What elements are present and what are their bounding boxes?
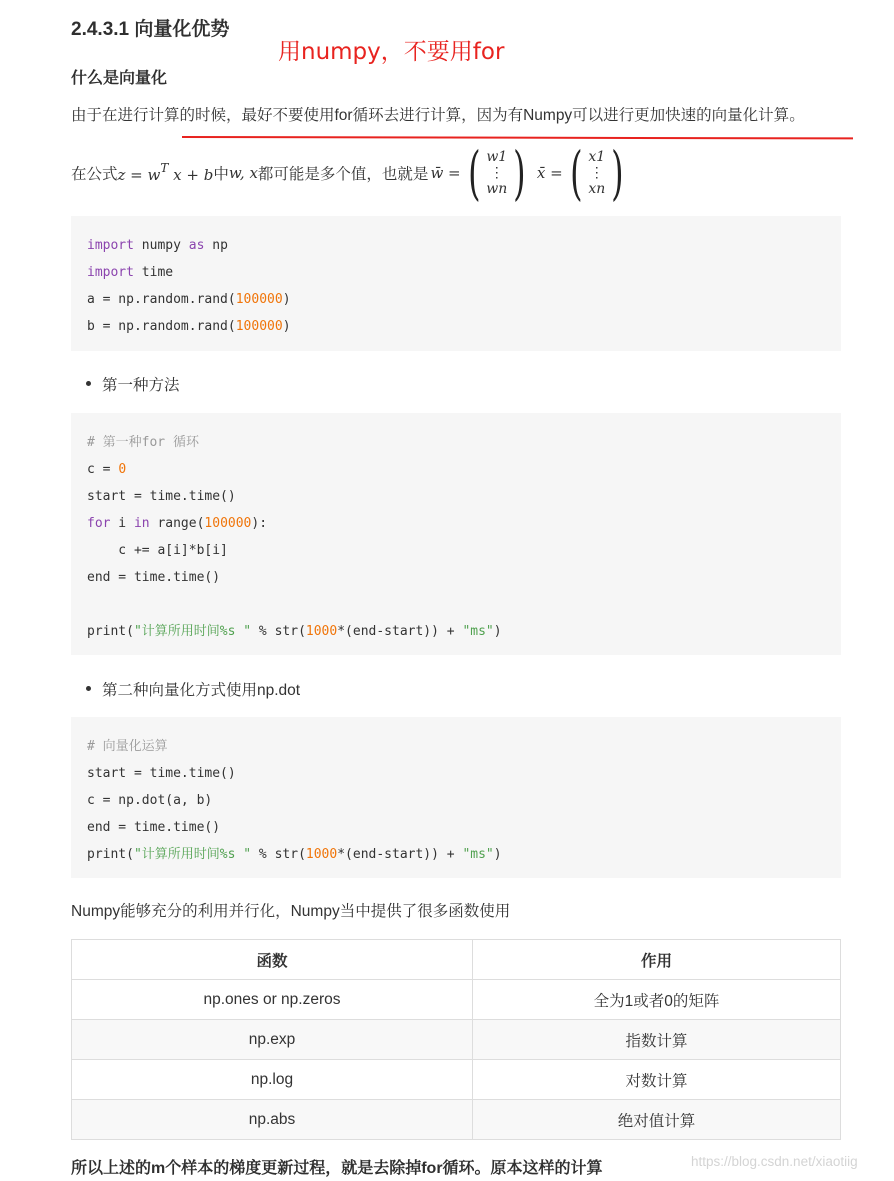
handwritten-annotation: 用numpy，不要用for xyxy=(278,39,505,65)
table-row xyxy=(72,1060,841,1100)
numpy-functions-table xyxy=(71,939,841,1140)
formula-suffix: 都可能是多个值，也就是 xyxy=(257,166,429,183)
code-line: print("计算所用时间%s " % str(1000*(end-start)) + "ms") xyxy=(87,624,502,639)
code-line: b = np.random.rand(100000) xyxy=(87,319,291,334)
code-line: c = np.dot(a, b) xyxy=(87,793,213,808)
code-block-for-loop xyxy=(71,413,841,655)
code-line: # 第一种for 循环 xyxy=(87,435,199,450)
formula-line xyxy=(71,140,631,206)
table-header-row xyxy=(72,940,841,980)
bullet-item-first-method: 第一种方法 xyxy=(86,373,180,395)
code-line: print("计算所用时间%s " % str(1000*(end-start)) + "ms") xyxy=(87,847,502,862)
final-paragraph: 所以上述的m个样本的梯度更新过程，就是去除掉for循环。原本这样的计算 xyxy=(71,1160,603,1177)
w-vector: ( w1 ⋮ wn ) xyxy=(467,139,526,207)
x-bar-label: x̄ = xyxy=(536,164,563,182)
formula-vars: w, x xyxy=(228,164,258,182)
table-cell-purpose: 绝对值计算 xyxy=(473,1100,841,1140)
code-line: # 向量化运算 xyxy=(87,739,168,754)
code-line: start = time.time() xyxy=(87,766,236,781)
x-vector-bottom: xn xyxy=(588,180,606,197)
numpy-paragraph: Numpy能够充分的利用并行化，Numpy当中提供了很多函数使用 xyxy=(71,903,511,920)
w-vector-top: w1 xyxy=(486,148,508,165)
table-cell-function: np.exp xyxy=(72,1020,473,1060)
intro-paragraph: 由于在进行计算的时候，最好不要使用for循环去进行计算，因为有Numpy可以进行更加快速的向量化计算。 xyxy=(71,107,805,124)
watermark: https://blog.csdn.net/xiaotiig xyxy=(691,1154,858,1169)
bullet-dot-icon xyxy=(86,381,91,386)
formula-middle: 中 xyxy=(213,166,229,183)
table-cell-purpose: 指数计算 xyxy=(473,1020,841,1060)
formula-prefix: 在公式 xyxy=(71,166,118,183)
w-bar-label: w̄ = xyxy=(430,164,461,182)
table-cell-purpose: 对数计算 xyxy=(473,1060,841,1100)
subsection-title: 什么是向量化 xyxy=(71,70,168,87)
table-cell-function: np.abs xyxy=(72,1100,473,1140)
table-cell-function: np.ones or np.zeros xyxy=(72,980,473,1020)
code-block-imports xyxy=(71,216,841,351)
x-vector: ( x1 ⋮ xn ) xyxy=(569,139,624,207)
table-cell-purpose: 全为1或者0的矩阵 xyxy=(473,980,841,1020)
w-vector-dots: ⋮ xyxy=(489,164,504,181)
table-header-function: 函数 xyxy=(72,940,473,980)
x-vector-dots: ⋮ xyxy=(589,164,604,181)
code-line xyxy=(87,597,95,612)
code-line: start = time.time() xyxy=(87,489,236,504)
code-line: import numpy as np xyxy=(87,238,228,253)
table-row xyxy=(72,980,841,1020)
x-vector-top: x1 xyxy=(588,148,606,165)
formula-equation: $z = w^T$ x + b xyxy=(117,160,214,184)
code-block-vectorized xyxy=(71,717,841,878)
code-line: for i in range(100000): xyxy=(87,516,268,531)
table-cell-function: np.log xyxy=(72,1060,473,1100)
code-line: end = time.time() xyxy=(87,570,221,585)
code-line: end = time.time() xyxy=(87,820,221,835)
bullet-item-second-method: 第二种向量化方式使用np.dot xyxy=(86,678,300,700)
table-row xyxy=(72,1020,841,1060)
code-line: import time xyxy=(87,265,174,280)
bullet-dot-icon xyxy=(86,686,91,691)
code-line: c = 0 xyxy=(87,462,127,477)
code-line: a = np.random.rand(100000) xyxy=(87,292,291,307)
code-line: c += a[i]*b[i] xyxy=(87,543,228,558)
table-row xyxy=(72,1100,841,1140)
w-vector-bottom: wn xyxy=(486,180,508,197)
table-header-purpose: 作用 xyxy=(473,940,841,980)
section-title: 2.4.3.1 向量化优势 xyxy=(71,19,230,40)
